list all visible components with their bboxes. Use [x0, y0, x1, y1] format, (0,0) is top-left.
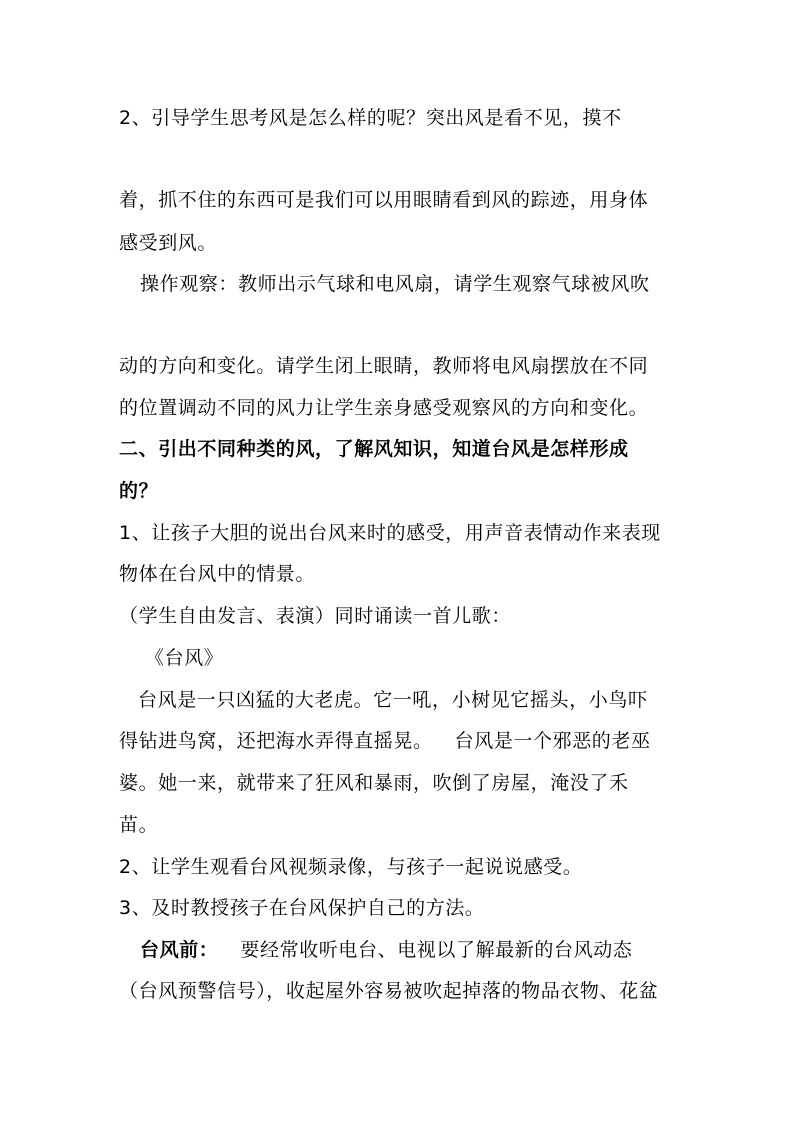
poem-line-2-part-1: 得钻进鸟窝，还把海水弄得直摇晃。: [119, 730, 433, 752]
paragraph-line-8: 物体在台风中的情景。: [119, 563, 316, 585]
poem-line-1: 台风是一只凶猛的大老虎。它一吼，小树见它摇头，小鸟吓: [138, 689, 648, 711]
paragraph-line-4: 操作观察：教师出示气球和电风扇，请学生观察气球被风吹: [140, 273, 650, 295]
poem-title: 《台风》: [145, 647, 224, 669]
typhoon-before-label: 台风前：: [140, 939, 219, 961]
section-heading-line-1: 二、引出不同种类的风，了解风知识，知道台风是怎样形成: [119, 438, 629, 460]
paragraph-line-3: 感受到风。: [119, 232, 218, 254]
paragraph-line-5: 动的方向和变化。请学生闭上眼睛，教师将电风扇摆放在不同: [119, 355, 649, 377]
paragraph-line-11: 3、及时教授孩子在台风保护自己的方法。: [119, 897, 485, 919]
typhoon-before-text: 要经常收听电台、电视以了解最新的台风动态: [240, 939, 633, 961]
poem-line-3: 婆。她一来，就带来了狂风和暴雨，吹倒了房屋，淹没了禾: [119, 772, 629, 794]
paragraph-line-2: 着，抓不住的东西可是我们可以用眼睛看到风的踪迹，用身体: [119, 189, 649, 211]
section-heading-line-2: 的？: [119, 480, 159, 502]
paragraph-line-6: 的位置调动不同的风力让学生亲身感受观察风的方向和变化。: [119, 397, 649, 419]
paragraph-line-7: 1、让孩子大胆的说出台风来时的感受，用声音表情动作来表现: [119, 522, 661, 544]
poem-line-2: [119, 729, 651, 753]
paragraph-line-1: 2、引导学生思考风是怎么样的呢？突出风是看不见，摸不: [119, 107, 622, 129]
poem-line-4: 苗。: [119, 814, 159, 836]
paragraph-line-10: 2、让学生观看台风视频录像，与孩子一起说说感受。: [119, 856, 583, 878]
paragraph-line-9: （学生自由发言、表演）同时诵读一首儿歌：: [119, 605, 512, 627]
paragraph-line-13: （台风预警信号），收起屋外容易被吹起掉落的物品衣物、花盆: [119, 980, 659, 1002]
paragraph-line-12: [140, 938, 632, 962]
poem-line-2-part-2: 台风是一个邪恶的老巫: [454, 730, 651, 752]
